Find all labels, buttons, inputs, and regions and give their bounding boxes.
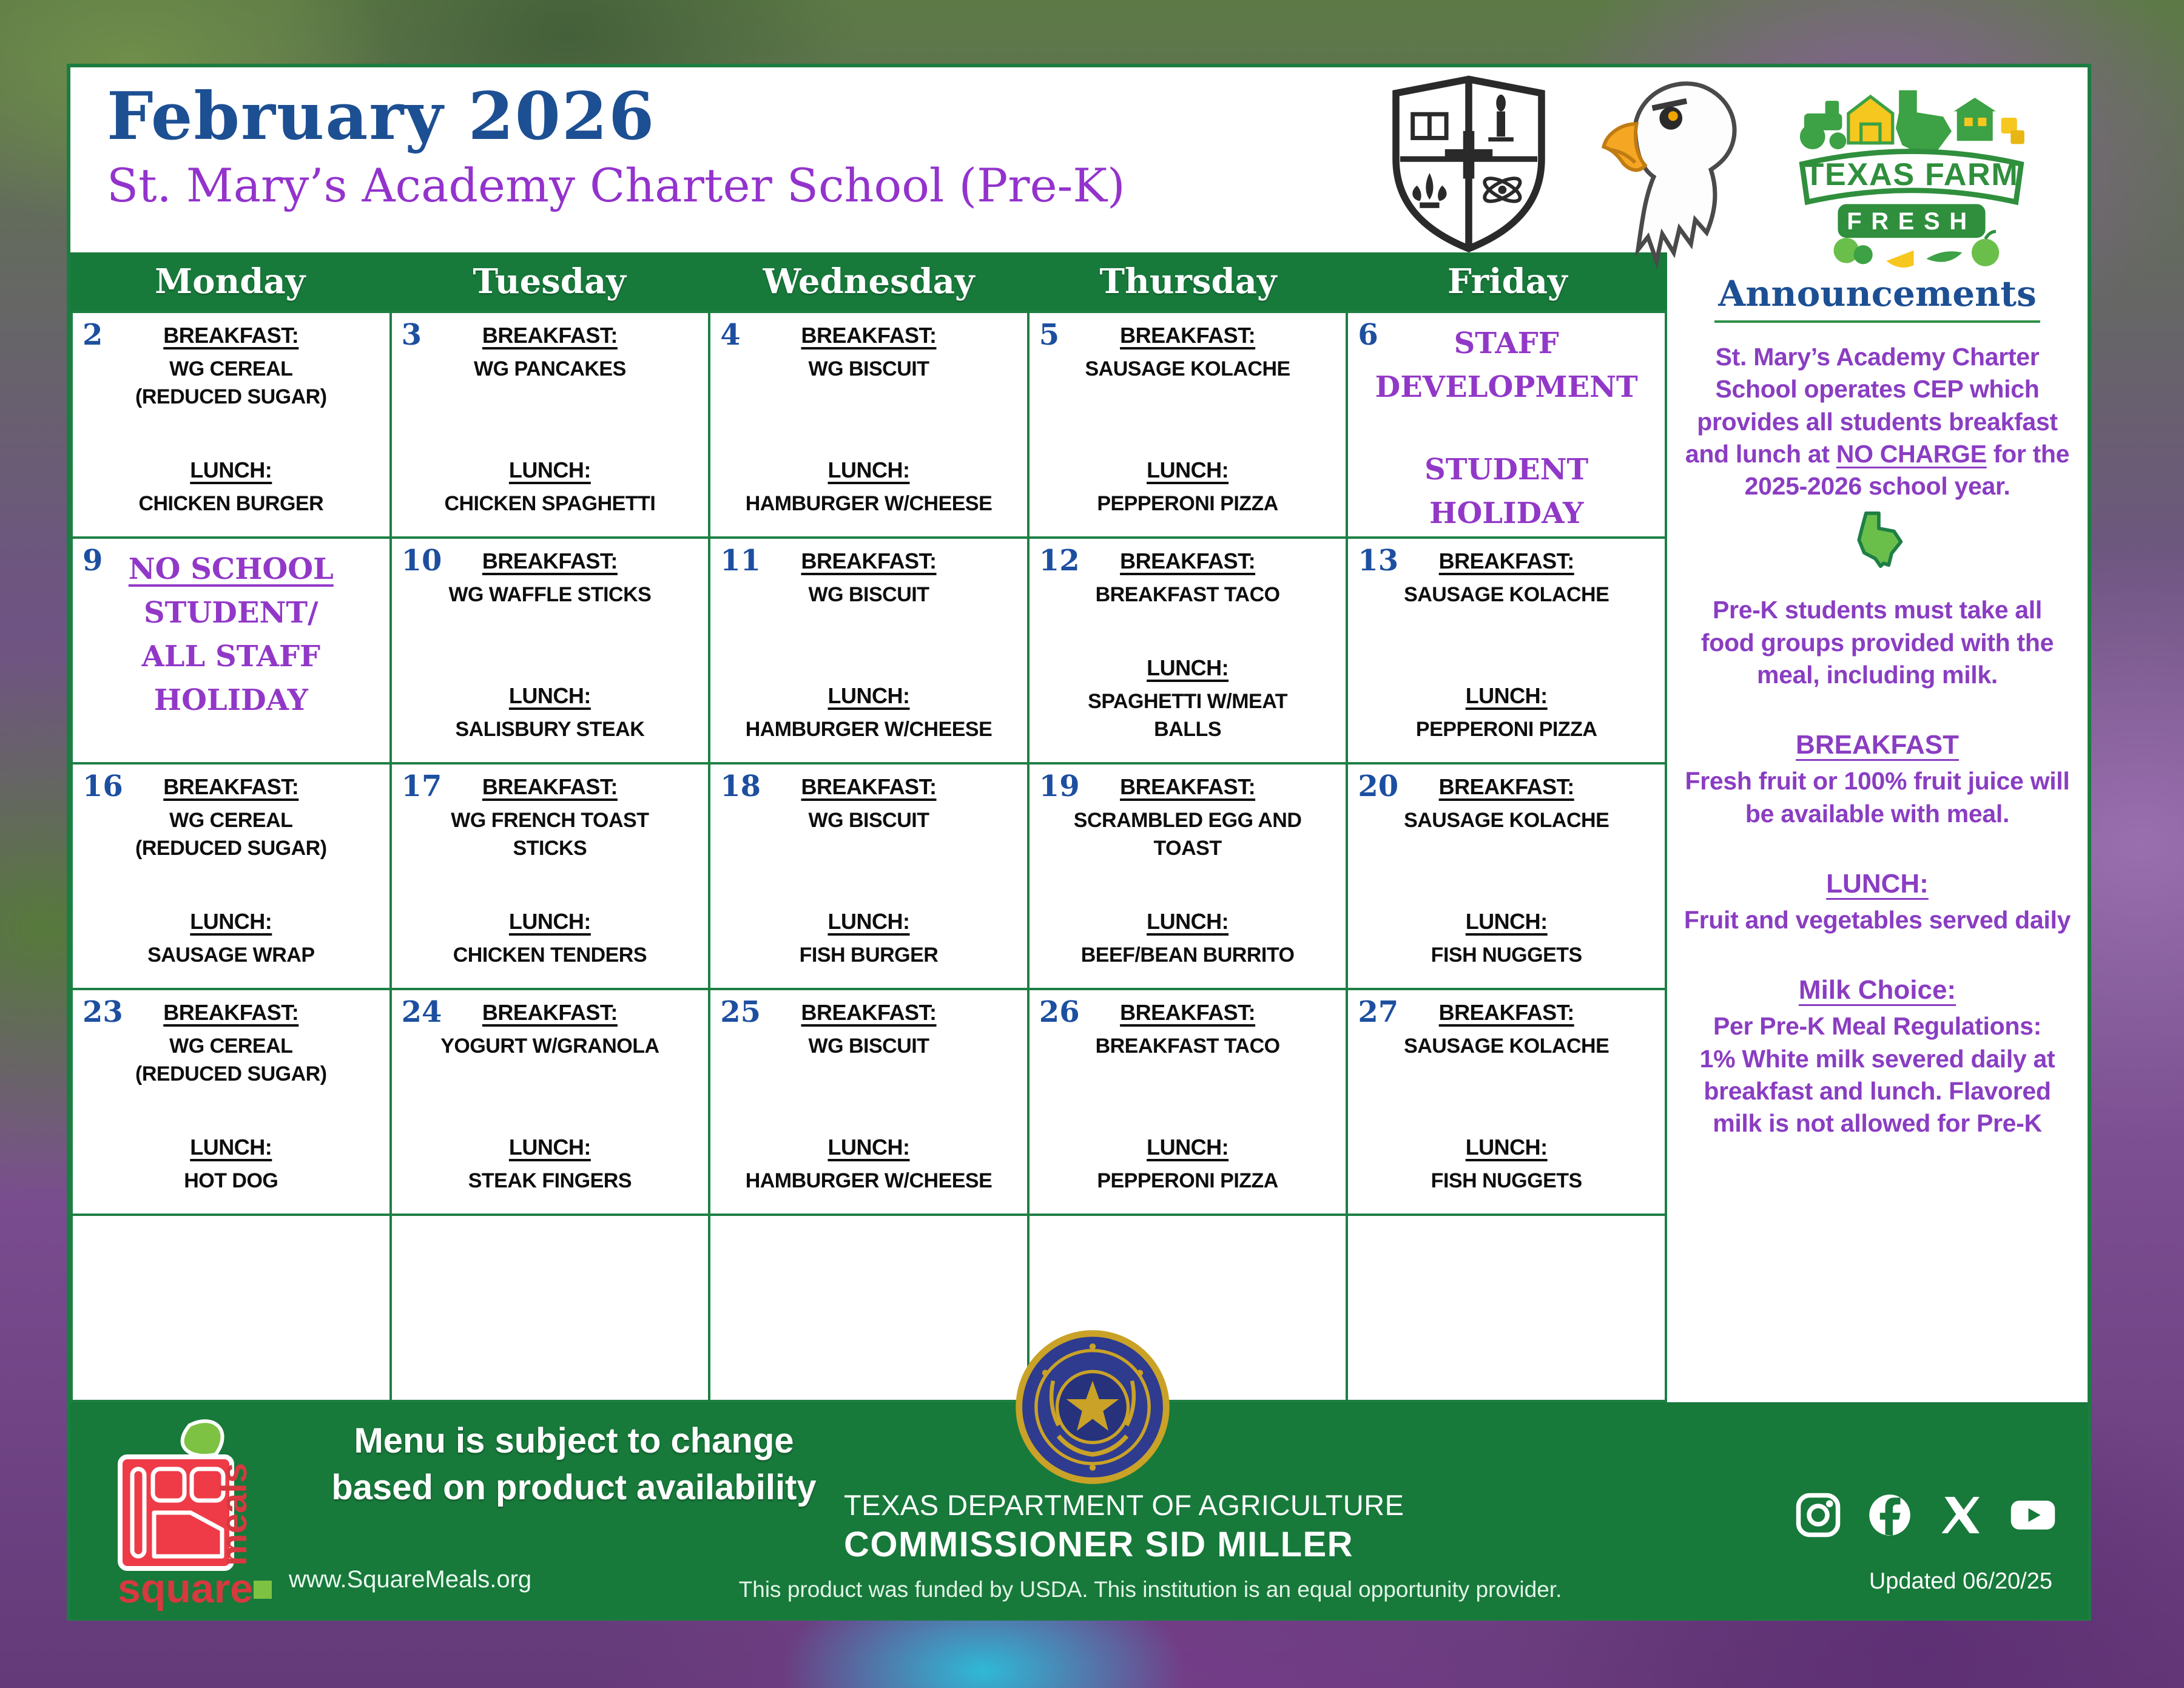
header <box>70 67 2088 252</box>
calendar-cell <box>392 539 709 762</box>
lunch-item: STEAK FINGERS <box>468 1169 632 1193</box>
lunch-label: LUNCH: <box>1147 909 1229 934</box>
announcement-lunch-text: Fruit and vegetables served daily <box>1684 905 2071 934</box>
calendar-cell <box>1030 765 1346 988</box>
holiday-line: DEVELOPMENT <box>1375 370 1638 404</box>
breakfast-item: YOGURT W/GRANOLA <box>440 1035 659 1058</box>
breakfast-block <box>1354 774 1659 835</box>
lunch-block <box>398 457 703 518</box>
lunch-label: LUNCH: <box>827 683 910 709</box>
svg-text:FRESH: FRESH <box>1847 208 1977 235</box>
day-number: 10 <box>401 544 442 578</box>
breakfast-block <box>716 323 1021 383</box>
lunch-item: FISH BURGER <box>799 944 939 967</box>
funding-statement: This product was funded by USDA. This institution is an equal opportunity provider. <box>738 1577 1562 1602</box>
lunch-block <box>1036 655 1340 744</box>
breakfast-block <box>1036 323 1340 383</box>
lunch-item: HOT DOG <box>184 1169 278 1193</box>
calendar-cell <box>710 313 1027 536</box>
instagram-icon[interactable] <box>1794 1491 1842 1539</box>
eagle-mascot-icon <box>1587 71 1769 271</box>
lunch-label: LUNCH: <box>508 909 591 934</box>
breakfast-item: WG CEREAL <box>169 809 293 832</box>
lunch-block <box>716 683 1021 744</box>
calendar-cell <box>1348 990 1665 1214</box>
lunch-item: BEEF/BEAN BURRITO <box>1080 944 1295 967</box>
day-number: 17 <box>401 769 442 803</box>
holiday-notice <box>73 539 389 762</box>
day-number: 25 <box>720 995 761 1029</box>
calendar-cell <box>1030 990 1346 1214</box>
holiday-line: ALL STAFF <box>141 640 321 674</box>
calendar-cell <box>392 1216 709 1400</box>
footer <box>70 1402 2088 1619</box>
announcement-lunch-heading: LUNCH: <box>1826 868 1929 899</box>
calendar-cell <box>1030 539 1346 762</box>
lunch-label: LUNCH: <box>190 1135 272 1160</box>
calendar-cell <box>392 313 709 536</box>
breakfast-label: BREAKFAST: <box>482 549 618 573</box>
breakfast-label: BREAKFAST: <box>482 323 618 348</box>
breakfast-block <box>716 774 1021 835</box>
day-number: 18 <box>720 769 761 803</box>
holiday-line: NO SCHOOL <box>128 552 334 586</box>
day-number: 19 <box>1039 769 1080 803</box>
breakfast-item: (REDUCED SUGAR) <box>135 1062 327 1085</box>
agency-name: TEXAS DEPARTMENT OF AGRICULTURE <box>844 1489 1404 1521</box>
lunch-item: PEPPERONI PIZZA <box>1415 718 1597 741</box>
lunch-block <box>398 909 703 970</box>
day-number: 9 <box>83 544 103 578</box>
breakfast-item: WG FRENCH TOAST <box>451 809 649 832</box>
lunch-item: SPAGHETTI W/MEAT <box>1088 690 1288 714</box>
cep-text-end: for the 2025-2026 school year. <box>1744 439 2070 501</box>
breakfast-item: BREAKFAST TACO <box>1095 583 1280 606</box>
lunch-block <box>716 457 1021 518</box>
lunch-label: LUNCH: <box>1465 1135 1548 1160</box>
breakfast-block <box>79 774 383 863</box>
tda-seal-icon <box>1014 1328 1171 1486</box>
social-icons <box>1794 1491 2057 1539</box>
lunch-label: LUNCH: <box>827 1135 910 1160</box>
calendar-cell <box>710 539 1027 762</box>
lunch-item: SALISBURY STEAK <box>455 718 645 741</box>
calendar-cell <box>710 765 1027 988</box>
day-number: 20 <box>1358 769 1399 803</box>
lunch-label: LUNCH: <box>508 1135 591 1160</box>
day-number: 6 <box>1358 318 1378 352</box>
announcement-breakfast-heading: BREAKFAST <box>1796 730 1959 760</box>
calendar-cell <box>710 990 1027 1214</box>
lunch-block <box>398 1135 703 1195</box>
announcement-cep <box>1683 341 2072 502</box>
day-number: 16 <box>83 769 123 803</box>
breakfast-label: BREAKFAST: <box>1438 774 1574 799</box>
breakfast-label: BREAKFAST: <box>1120 549 1256 573</box>
breakfast-block <box>1354 549 1659 609</box>
lunch-label: LUNCH: <box>1147 1135 1229 1160</box>
lunch-label: LUNCH: <box>827 457 910 483</box>
breakfast-label: BREAKFAST: <box>1120 323 1256 348</box>
breakfast-item: SCRAMBLED EGG AND <box>1073 809 1302 832</box>
breakfast-label: BREAKFAST: <box>163 1000 299 1025</box>
breakfast-label: BREAKFAST: <box>482 1000 618 1025</box>
lunch-block <box>1036 457 1340 518</box>
calendar-cell <box>73 990 389 1214</box>
day-number: 26 <box>1039 995 1080 1029</box>
announcement-breakfast-text: Fresh fruit or 100% fruit juice will be available with meal. <box>1685 767 2070 828</box>
lunch-label: LUNCH: <box>1465 683 1548 709</box>
breakfast-block <box>398 1000 703 1061</box>
calendar-header-row <box>70 252 1667 311</box>
announcement-milk-heading: Milk Choice: <box>1798 975 1956 1005</box>
calendar-cell <box>1348 539 1665 762</box>
day-number: 24 <box>401 995 442 1029</box>
day-number: 5 <box>1039 318 1060 352</box>
lunch-item: CHICKEN SPAGHETTI <box>444 492 656 516</box>
breakfast-block <box>1036 774 1340 863</box>
breakfast-item: BREAKFAST TACO <box>1095 1035 1280 1058</box>
announcement-milk-line2: 1% White milk severed daily at breakfast and lunch. Flavored milk is not allowed for Pre-K <box>1699 1044 2055 1138</box>
texas-farm-fresh-logo <box>1781 73 2042 274</box>
calendar-cell <box>1030 313 1346 536</box>
title-block <box>107 78 1125 212</box>
menu-change-note-line1: Menu is subject to change <box>354 1421 794 1460</box>
holiday-line: STUDENT/ <box>144 596 318 630</box>
breakfast-label: BREAKFAST: <box>1438 549 1574 573</box>
announcement-rules: Pre-K students must take all food groups provided with the meal, including milk. <box>1700 596 2054 689</box>
breakfast-label: BREAKFAST: <box>163 774 299 799</box>
day-number: 23 <box>83 995 123 1029</box>
svg-text:meals: meals <box>214 1462 254 1566</box>
calendar-cell <box>1348 765 1665 988</box>
breakfast-item: (REDUCED SUGAR) <box>135 385 327 408</box>
weekday-header-tuesday: Tuesday <box>473 262 626 302</box>
poster-card <box>67 64 2091 1621</box>
breakfast-block <box>79 323 383 411</box>
calendar-cell <box>1348 1216 1665 1400</box>
calendar-cell <box>392 990 709 1214</box>
breakfast-block <box>1036 549 1340 609</box>
lunch-block <box>1354 909 1659 970</box>
calendar <box>70 252 1667 1402</box>
lunch-item: CHICKEN BURGER <box>138 492 324 516</box>
lunch-block <box>1036 909 1340 970</box>
menu-change-note-line2: based on product availability <box>331 1467 817 1507</box>
breakfast-item: TOAST <box>1153 836 1222 860</box>
day-number: 12 <box>1039 544 1080 578</box>
lunch-item: FISH NUGGETS <box>1431 1169 1582 1193</box>
weekday-header-monday: Monday <box>155 262 306 302</box>
calendar-cell <box>73 765 389 988</box>
lunch-item: HAMBURGER W/CHEESE <box>745 492 993 516</box>
x-icon[interactable] <box>1937 1491 1986 1539</box>
lunch-item: SAUSAGE WRAP <box>147 944 315 967</box>
day-number: 27 <box>1358 995 1399 1029</box>
menu-change-note <box>252 1418 895 1511</box>
school-title: St. Mary’s Academy Charter School (Pre-K) <box>107 158 1125 212</box>
lunch-label: LUNCH: <box>508 457 591 483</box>
lunch-item: CHICKEN TENDERS <box>453 944 647 967</box>
youtube-icon[interactable] <box>2009 1491 2057 1539</box>
texas-arrow-icon <box>1849 511 1907 572</box>
lunch-label: LUNCH: <box>1465 909 1548 934</box>
breakfast-item: SAUSAGE KOLACHE <box>1085 357 1290 380</box>
breakfast-label: BREAKFAST: <box>801 774 937 799</box>
day-number: 4 <box>720 318 741 352</box>
holiday-line <box>1357 535 1656 536</box>
calendar-body <box>70 311 1667 1402</box>
weekday-header-friday: Friday <box>1448 262 1568 302</box>
lunch-item: FISH NUGGETS <box>1431 944 1582 967</box>
lunch-label: LUNCH: <box>190 909 272 934</box>
commissioner-name: COMMISSIONER SID MILLER <box>844 1525 1354 1564</box>
lunch-item: PEPPERONI PIZZA <box>1097 1169 1278 1193</box>
school-crest-icon <box>1381 72 1557 254</box>
breakfast-block <box>1036 1000 1340 1061</box>
day-number: 11 <box>720 544 761 578</box>
svg-text:square: square <box>118 1565 253 1611</box>
lunch-block <box>398 683 703 744</box>
breakfast-block <box>398 774 703 863</box>
lunch-label: LUNCH: <box>1147 457 1229 483</box>
breakfast-label: BREAKFAST: <box>801 323 937 348</box>
agency-block <box>844 1488 1438 1565</box>
svg-text:TEXAS FARM: TEXAS FARM <box>1804 157 2019 193</box>
breakfast-item: SAUSAGE KOLACHE <box>1404 1035 1609 1058</box>
breakfast-label: BREAKFAST: <box>1120 1000 1256 1025</box>
announcements-title: Announcements <box>1714 273 2040 323</box>
breakfast-item: SAUSAGE KOLACHE <box>1404 583 1609 606</box>
lunch-block <box>1354 683 1659 744</box>
breakfast-label: BREAKFAST: <box>1438 1000 1574 1025</box>
weekday-header-thursday: Thursday <box>1099 262 1277 302</box>
breakfast-label: BREAKFAST: <box>163 323 299 348</box>
breakfast-block <box>398 549 703 609</box>
lunch-block <box>79 457 383 518</box>
lunch-label: LUNCH: <box>508 683 591 709</box>
breakfast-block <box>398 323 703 383</box>
weekday-header-wednesday: Wednesday <box>763 262 975 302</box>
breakfast-item: WG BISCUIT <box>808 583 929 606</box>
day-number: 2 <box>83 318 103 352</box>
breakfast-item: SAUSAGE KOLACHE <box>1404 809 1609 832</box>
lunch-block <box>79 1135 383 1195</box>
lunch-block <box>716 1135 1021 1195</box>
breakfast-item: WG PANCAKES <box>474 357 626 380</box>
holiday-line: HOLIDAY <box>153 683 308 717</box>
breakfast-item: (REDUCED SUGAR) <box>135 836 327 860</box>
calendar-cell <box>710 1216 1027 1400</box>
breakfast-item: STICKS <box>513 836 587 860</box>
lunch-item: HAMBURGER W/CHEESE <box>745 718 993 741</box>
breakfast-block <box>79 1000 383 1089</box>
breakfast-item: WG BISCUIT <box>808 809 929 832</box>
calendar-cell <box>73 1216 389 1400</box>
day-number: 3 <box>401 318 422 352</box>
lunch-label: LUNCH: <box>827 909 910 934</box>
lunch-block <box>79 909 383 970</box>
no-charge-text: NO CHARGE <box>1836 439 1987 468</box>
calendar-cell <box>392 765 709 988</box>
holiday-line: STUDENT HOLIDAY <box>1424 453 1589 530</box>
breakfast-label: BREAKFAST: <box>482 774 618 799</box>
breakfast-label: BREAKFAST: <box>1120 774 1256 799</box>
calendar-cell <box>73 539 389 762</box>
lunch-item: BALLS <box>1154 718 1221 741</box>
breakfast-item: WG BISCUIT <box>808 357 929 380</box>
breakfast-block <box>716 1000 1021 1061</box>
lunch-label: LUNCH: <box>190 457 272 483</box>
breakfast-block <box>716 549 1021 609</box>
lunch-block <box>1354 1135 1659 1195</box>
breakfast-item: WG BISCUIT <box>808 1035 929 1058</box>
lunch-item: HAMBURGER W/CHEESE <box>745 1169 993 1193</box>
cep-text: St. Mary’s Academy Charter School operates CEP which provides all students breakfast and lunch at <box>1685 343 2058 468</box>
lunch-block <box>1036 1135 1340 1195</box>
announcements-panel <box>1667 252 2088 1402</box>
facebook-icon[interactable] <box>1866 1491 1914 1539</box>
lunch-block <box>716 909 1021 970</box>
breakfast-label: BREAKFAST: <box>801 1000 937 1025</box>
breakfast-item: WG WAFFLE STICKS <box>448 583 652 606</box>
lunch-label: LUNCH: <box>1147 655 1229 681</box>
squaremeals-link[interactable]: www.SquareMeals.org <box>289 1566 532 1593</box>
calendar-cell <box>1348 313 1665 536</box>
breakfast-item: WG CEREAL <box>169 1035 293 1058</box>
lunch-item: PEPPERONI PIZZA <box>1097 492 1278 516</box>
updated-date: Updated 06/20/25 <box>1869 1568 2052 1594</box>
announcement-milk-line1: Per Pre-K Meal Regulations: <box>1713 1012 2041 1041</box>
breakfast-item: WG CEREAL <box>169 357 293 380</box>
page-title: February 2026 <box>107 78 656 155</box>
day-number: 13 <box>1358 544 1399 578</box>
calendar-cell <box>73 313 389 536</box>
holiday-line: STAFF <box>1454 326 1559 360</box>
breakfast-label: BREAKFAST: <box>801 549 937 573</box>
holiday-notice <box>1348 313 1665 536</box>
breakfast-block <box>1354 1000 1659 1061</box>
main-area <box>70 252 2088 1402</box>
